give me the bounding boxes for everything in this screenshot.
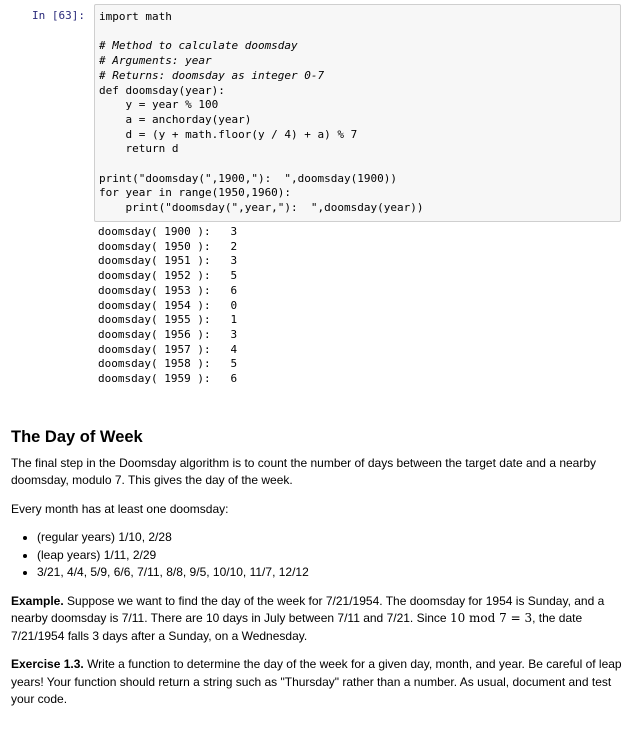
code-line: d = (y + math.floor(y / 4) + a) % 7 xyxy=(99,127,358,141)
code-cell-editor[interactable] xyxy=(94,4,621,222)
example-paragraph xyxy=(11,593,622,646)
code-comment-line: # Method to calculate doomsday xyxy=(99,39,298,53)
example-text: Suppose we want to find the day of the week for 7/21/1954. The doomsday for 1954 is Sunday, and a nearby doomsday is 7/11. There are 10 days in July between 7/11 and 7/21. Since xyxy=(11,593,605,626)
cell-prompt: In [63]: xyxy=(32,9,85,22)
output-line: doomsday( 1950 ): 2 xyxy=(98,239,238,253)
paragraph-intro: The final step in the Doomsday algorithm is to count the number of days between the target date and a nearby doomsday, modulo 7. This gives the day of the week. xyxy=(11,455,597,488)
output-line: doomsday( 1953 ): 6 xyxy=(98,283,238,297)
output-line: doomsday( 1955 ): 1 xyxy=(98,313,238,327)
example-math: 10 mod 7 = 3 xyxy=(449,611,533,626)
code-line: print("doomsday(",year,"): ",doomsday(year)) xyxy=(99,201,424,215)
code-line: print("doomsday(",1900,"): ",doomsday(1900)) xyxy=(99,171,398,185)
paragraph-every-month: Every month has at least one doomsday: xyxy=(11,501,229,516)
code-line: for year in range(1950,1960): xyxy=(99,186,292,200)
doomsday-list xyxy=(11,529,622,582)
code-line: return d xyxy=(99,142,179,156)
code-comment-line: # Arguments: year xyxy=(99,54,212,68)
code-line: a = anchorday(year) xyxy=(99,112,252,126)
code-line: import math xyxy=(99,10,172,23)
section-heading: The Day of Week xyxy=(11,427,143,446)
output-line: doomsday( 1957 ): 4 xyxy=(98,342,238,356)
exercise-label: Exercise 1.3. xyxy=(11,657,84,672)
list-item: • 3/21, 4/4, 5/9, 6/6, 7/11, 8/8, 9/5, 10/10, 11/7, 12/12 xyxy=(37,564,622,582)
code-cell xyxy=(0,0,633,219)
exercise-paragraph xyxy=(11,656,622,709)
output-line: doomsday( 1952 ): 5 xyxy=(98,269,238,283)
output-line: doomsday( 1951 ): 3 xyxy=(98,254,238,268)
list-item: • (regular years) 1/10, 2/28 xyxy=(37,529,622,547)
list-item: • (leap years) 1/11, 2/29 xyxy=(37,547,622,565)
output-line: doomsday( 1958 ): 5 xyxy=(98,357,238,371)
code-line: def doomsday(year): xyxy=(99,83,225,97)
code-line: y = year % 100 xyxy=(99,98,219,112)
day-of-week-section xyxy=(0,387,633,730)
output-line: doomsday( 1956 ): 3 xyxy=(98,327,238,341)
output-line: doomsday( 1959 ): 6 xyxy=(98,372,238,386)
example-label: Example. xyxy=(11,593,64,608)
output-line: doomsday( 1954 ): 0 xyxy=(98,298,238,312)
cell-output xyxy=(98,225,633,387)
code-line xyxy=(99,157,616,172)
exercise-text: Write a function to determine the day of the week for a given day, month, and year. Be careful of leap years! Your function should return a string such as "Thursday" rather than a number. As usual, document and test your code. xyxy=(11,657,622,707)
code-comment-line: # Returns: doomsday as integer 0-7 xyxy=(99,68,325,82)
code-line xyxy=(99,25,616,40)
example-text-end: , the date 7/21/1954 falls 3 days after a Sunday, on a Wednesday. xyxy=(11,611,583,643)
output-line: doomsday( 1900 ): 3 xyxy=(98,225,238,238)
